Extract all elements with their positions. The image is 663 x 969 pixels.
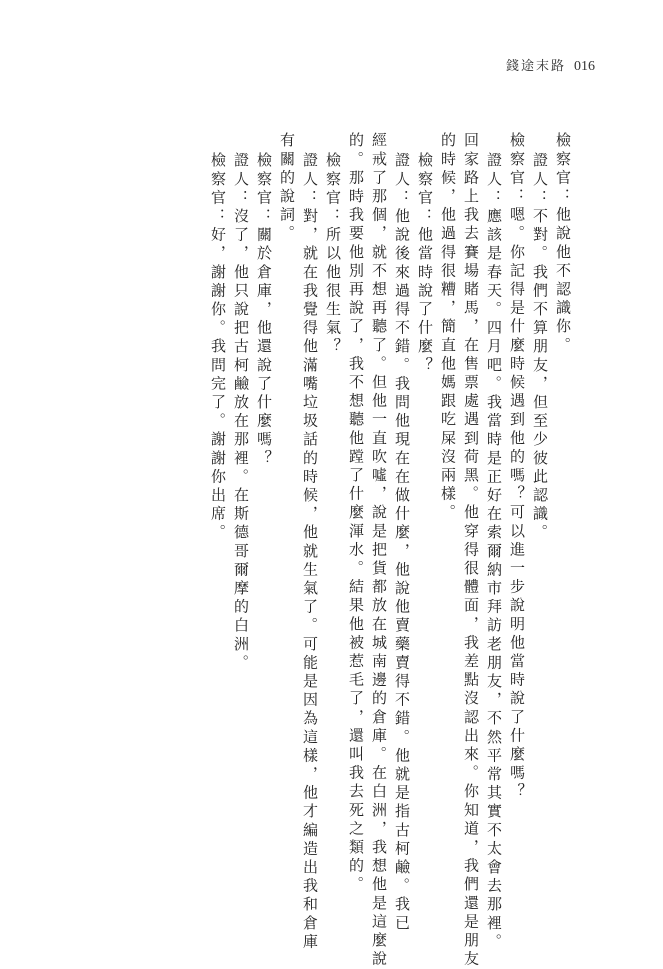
text-column-7: 檢察官：他當時說了什麼？ xyxy=(416,152,434,376)
text-column-12: 證人：對，就在我覺得他滿嘴垃圾話的時候，他就生氣了。可能是因為這樣，他才編造出我和倉庫 xyxy=(301,152,319,952)
text-column-1: 檢察官：他說他不認識你。 xyxy=(554,132,572,356)
text-column-5: 回家路上我去賽場賭馬，在售票處遇到荷黑。他穿得很體面，我差點沒認出來。你知道，我們還是朋友 xyxy=(462,132,480,969)
text-column-8: 證人：他說後來過得不錯。我問他現在在做什麼，他說他賣藥賣得不錯。他就是指古柯鹼。我已 xyxy=(393,152,411,934)
text-column-11: 檢察官：所以他很生氣？ xyxy=(324,152,342,357)
text-column-14: 檢察官：關於倉庫，他還說了什麼嗎？ xyxy=(255,152,273,469)
page-number: 016 xyxy=(574,59,595,74)
text-column-10: 的。那時我要他別再說了，我不想聽他蹚了什麼渾水。結果他被惹毛了，還叫我去死之類的。 xyxy=(347,132,365,895)
text-column-15: 證人：沒了，他只說把古柯鹼放在那裡。在斯德哥爾摩的白洲。 xyxy=(232,152,250,673)
text-column-9: 經戒了那個，就不想再聽了。但他一直吹噓，說是把貨都放在城南邊的倉庫。在白洲，我想他是這麼說 xyxy=(370,132,388,969)
text-column-6: 的時候，他過得很糟，簡直他媽跟吃屎沒兩樣。 xyxy=(439,132,457,523)
text-column-4: 證人：應該是春天。四月吧。我當時是正好在索爾納市拜訪老朋友，不然平常其實不太會去那裡。 xyxy=(485,152,503,952)
running-header xyxy=(506,55,595,75)
book-title: 錢途末路 xyxy=(505,59,566,74)
text-column-3: 檢察官：嗯。你記得是什麼時候遇到他的嗎？可以進一步說明他當時說了什麼嗎？ xyxy=(508,132,526,802)
text-column-13: 有關的說詞。 xyxy=(278,132,296,244)
text-column-16: 檢察官：好，謝謝你。我問完了。謝謝你出席。 xyxy=(209,152,227,543)
text-column-2: 證人：不對。我們不算朋友，但至少彼此認識。 xyxy=(531,152,549,543)
